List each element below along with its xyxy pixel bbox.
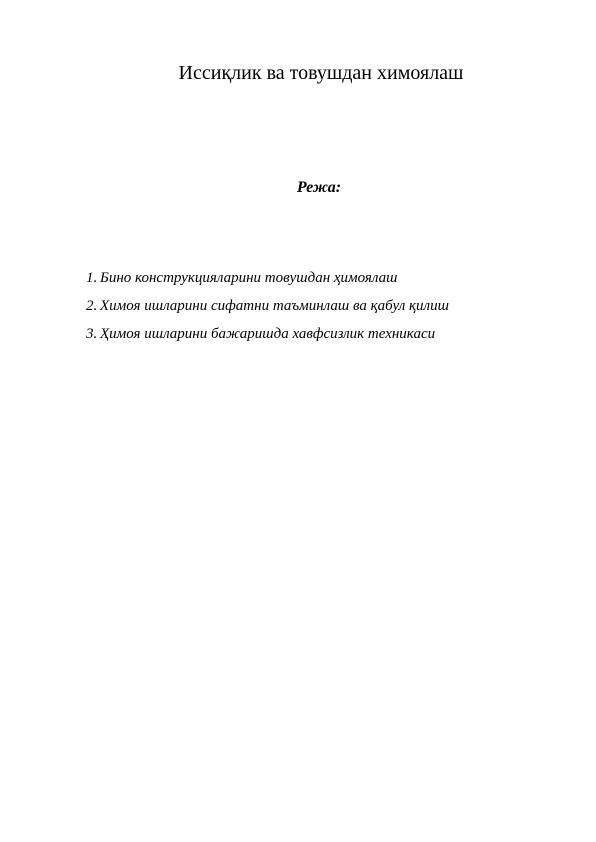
plan-item-number: 1. [86,270,98,286]
plan-list [86,264,566,348]
plan-item-number: 2. [86,298,98,314]
plan-item [86,292,566,320]
plan-heading: Режа: [296,179,342,196]
plan-item-number: 3. [86,326,98,342]
plan-heading-container [0,178,596,198]
plan-item-text: Ҳимоя ишларини бажаришда хавфсизлик техникаси [100,326,436,342]
plan-item [86,320,566,348]
plan-item-text: Химоя ишларини сифатни таъминлаш ва қабул қилиш [100,298,449,314]
plan-item-text: Бино конструкцияларини товушдан ҳимоялаш [100,270,398,286]
document-title: Иссиқлик ва товушдан химоялаш [178,62,464,84]
plan-item [86,264,566,292]
title-container [0,60,596,86]
